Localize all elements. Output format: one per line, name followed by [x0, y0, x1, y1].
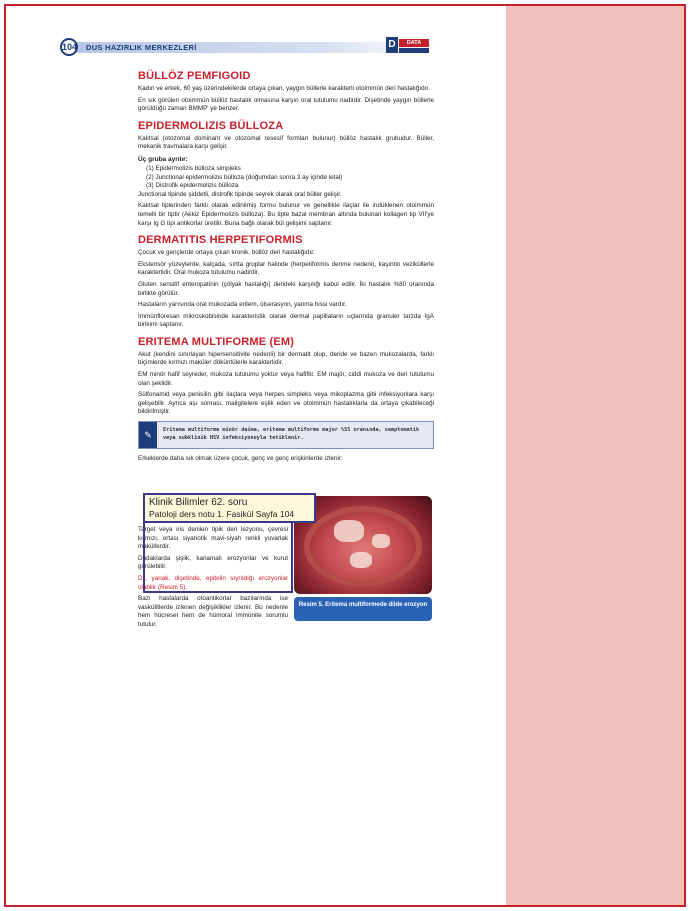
heading-dermatitis: DERMATITIS HERPETIFORMIS	[138, 234, 303, 247]
paragraph: Hastaların yarısında oral mukozada eritem, ülserasyon, yanma hissi vardır.	[138, 301, 347, 309]
paragraph: İmmünfloresan mikroskobisinde karakteristik olarak dermal papillaların uçlarında granuler tarzda IgA birikimi saptanır.	[138, 312, 434, 329]
paragraph: Erkeklerde daha sık olmak üzere çocuk, genç ve genç erişkinlerde izlenir:	[138, 455, 343, 463]
paragraph: Çocuk ve gençlerde ortaya çıkan kronik, büllöz deri hastalığıdır.	[138, 249, 315, 257]
logo-letter: D	[386, 37, 398, 53]
figure-caption: Resim 5. Eritema multiformede dilde erozyon	[294, 597, 432, 621]
paragraph: Bazı hastalarda otoantikorlar bazılarında ise vaskülitlerde izlenen değişiklikler izlenir. Bu nedenle hem hücresel hem de hümoral immünite sorumlu tutulur.	[138, 595, 288, 628]
paragraph: Dil, yanak, dişetinde, epitelin sıyrıldığı erozyonlar olabilir (Resim 5).	[138, 574, 288, 591]
info-note	[138, 421, 434, 449]
side-panel	[506, 6, 684, 905]
list-item: (3) Distrofik epidermolizis bülloza	[146, 182, 239, 190]
annotation-stamp	[143, 493, 316, 523]
stamp-line-2: Patoloji ders notu 1. Fasikül Sayfa 104	[149, 509, 295, 519]
paragraph: Kalıtsal (otozomal dominant ve otozomal resesif formları bulunur) büllöz hastalık grubudur. Büller, mekanik travmalara karşı gelişir.	[138, 134, 434, 151]
paragraph: Sülfonamid veya penisilin gibi ilaçlara veya herpes simpleks veya mikoplazma gibi infeksiyonlara karşı gelişebilir. Ayrıca aşı sonrası, maligitelere eşlik eden ve otoimmün hastalıklarla da ortaya çıkabileceği bildirilmiştir.	[138, 391, 434, 416]
paragraph: En sık görülen otoimmün büllöz hastalık olmasına karşın oral tutulumu nadirdir. Dişetinde yaygın büllerle görüldüğü zaman BMMP' ye benzer.	[138, 96, 434, 113]
page-number: 104	[60, 38, 78, 56]
stamp-line-1: Klinik Bilimler 62. soru	[149, 497, 248, 508]
paragraph: Ekstensör yüzeylerde, kalçada, sırtta gruplar halinde (herpetiformis denme nedeni), kaşıntılı veziküllerle karakterlidir. Oral mukoza tutulumu nadirdir.	[138, 260, 434, 277]
list-title: Üç gruba ayrılır:	[138, 155, 188, 163]
note-text: Eritema multiforme minör daima, eritema multiforme major %55 oranında, semptomatik veya subklinik HSV infeksiyonuyla tetiklenir.	[163, 427, 420, 442]
header-title: DUS HAZIRLIK MERKEZLERİ	[86, 43, 197, 52]
logo-text: DATA	[399, 39, 429, 47]
paragraph: Akut (kendini sınırlayan hipersensitivite nedenli) bir dermatit olup, deride ve bazen mukozalarda, farklı biçimlerde kırmızı maküler döküntülerle karakterlidir.	[138, 350, 434, 367]
page-header	[60, 38, 436, 56]
paragraph: EM minör hafif seyreder, mukoza tutulumu yoktur veya hafiftir. EM majör, ciddi mukoza ve deri tutulumu olan şeklidir.	[138, 371, 434, 387]
paragraph: Target veya iris denilen tipik deri lezyonu, çevresi kırmızı, ortası siyanotik mavi-siyah renkli yuvarlak maküllerdir.	[138, 526, 288, 551]
paragraph: Kadın ve erkek, 60 yaş üzerindekilerde ortaya çıkan, yaygın büllerle karakterli otoimmün deri hastalığıdır.	[138, 85, 430, 92]
paragraph: Gluten sensitif enteropatinin (çölyak hastalığı) derideki karşılığı kabul edilir. İki hastalık %80 oranında birlikte görülür.	[138, 280, 434, 297]
list-item: (2) Junctional epidermolizis bülloza (doğumdan sonra 3 ay içinde letal)	[146, 173, 343, 181]
heading-epidermolysis: EPIDERMOLIZIS BÜLLOZA	[138, 119, 284, 132]
main-content	[138, 64, 434, 467]
paragraph: Dudaklarda şişlik, kanamalı erozyonlar ve kurut görülebilir.	[138, 554, 288, 571]
heading-bullous-pemphigoid: BÜLLÖZ PEMFIGOID	[138, 70, 251, 82]
pen-icon: ✎	[139, 422, 157, 448]
heading-erythema: ERITEMA MULTIFORME (EM)	[138, 335, 295, 348]
paragraph: Junctional tipinde şiddetli, distrofik tipinde seyrek olarak oral büller gelişir.	[138, 190, 342, 198]
publisher-logo	[386, 37, 430, 55]
list-item: (1) Epidermolizis bülloza simpleks	[146, 164, 241, 172]
paragraph: Kalıtsal tiplerinden farklı olarak edinilmiş formu bulunur ve genellikle ilaçlar ile indüklenen otoimmün temelli bir tiptir (Akkiz Epidermolizis bülloza). Bu tipte bazal membran altında bulunan kollagen tip VII'ye karşı Ig G tipi antikorlar üretilir. Buna bağlı olarak bül gelişimi saptanır.	[138, 202, 434, 227]
